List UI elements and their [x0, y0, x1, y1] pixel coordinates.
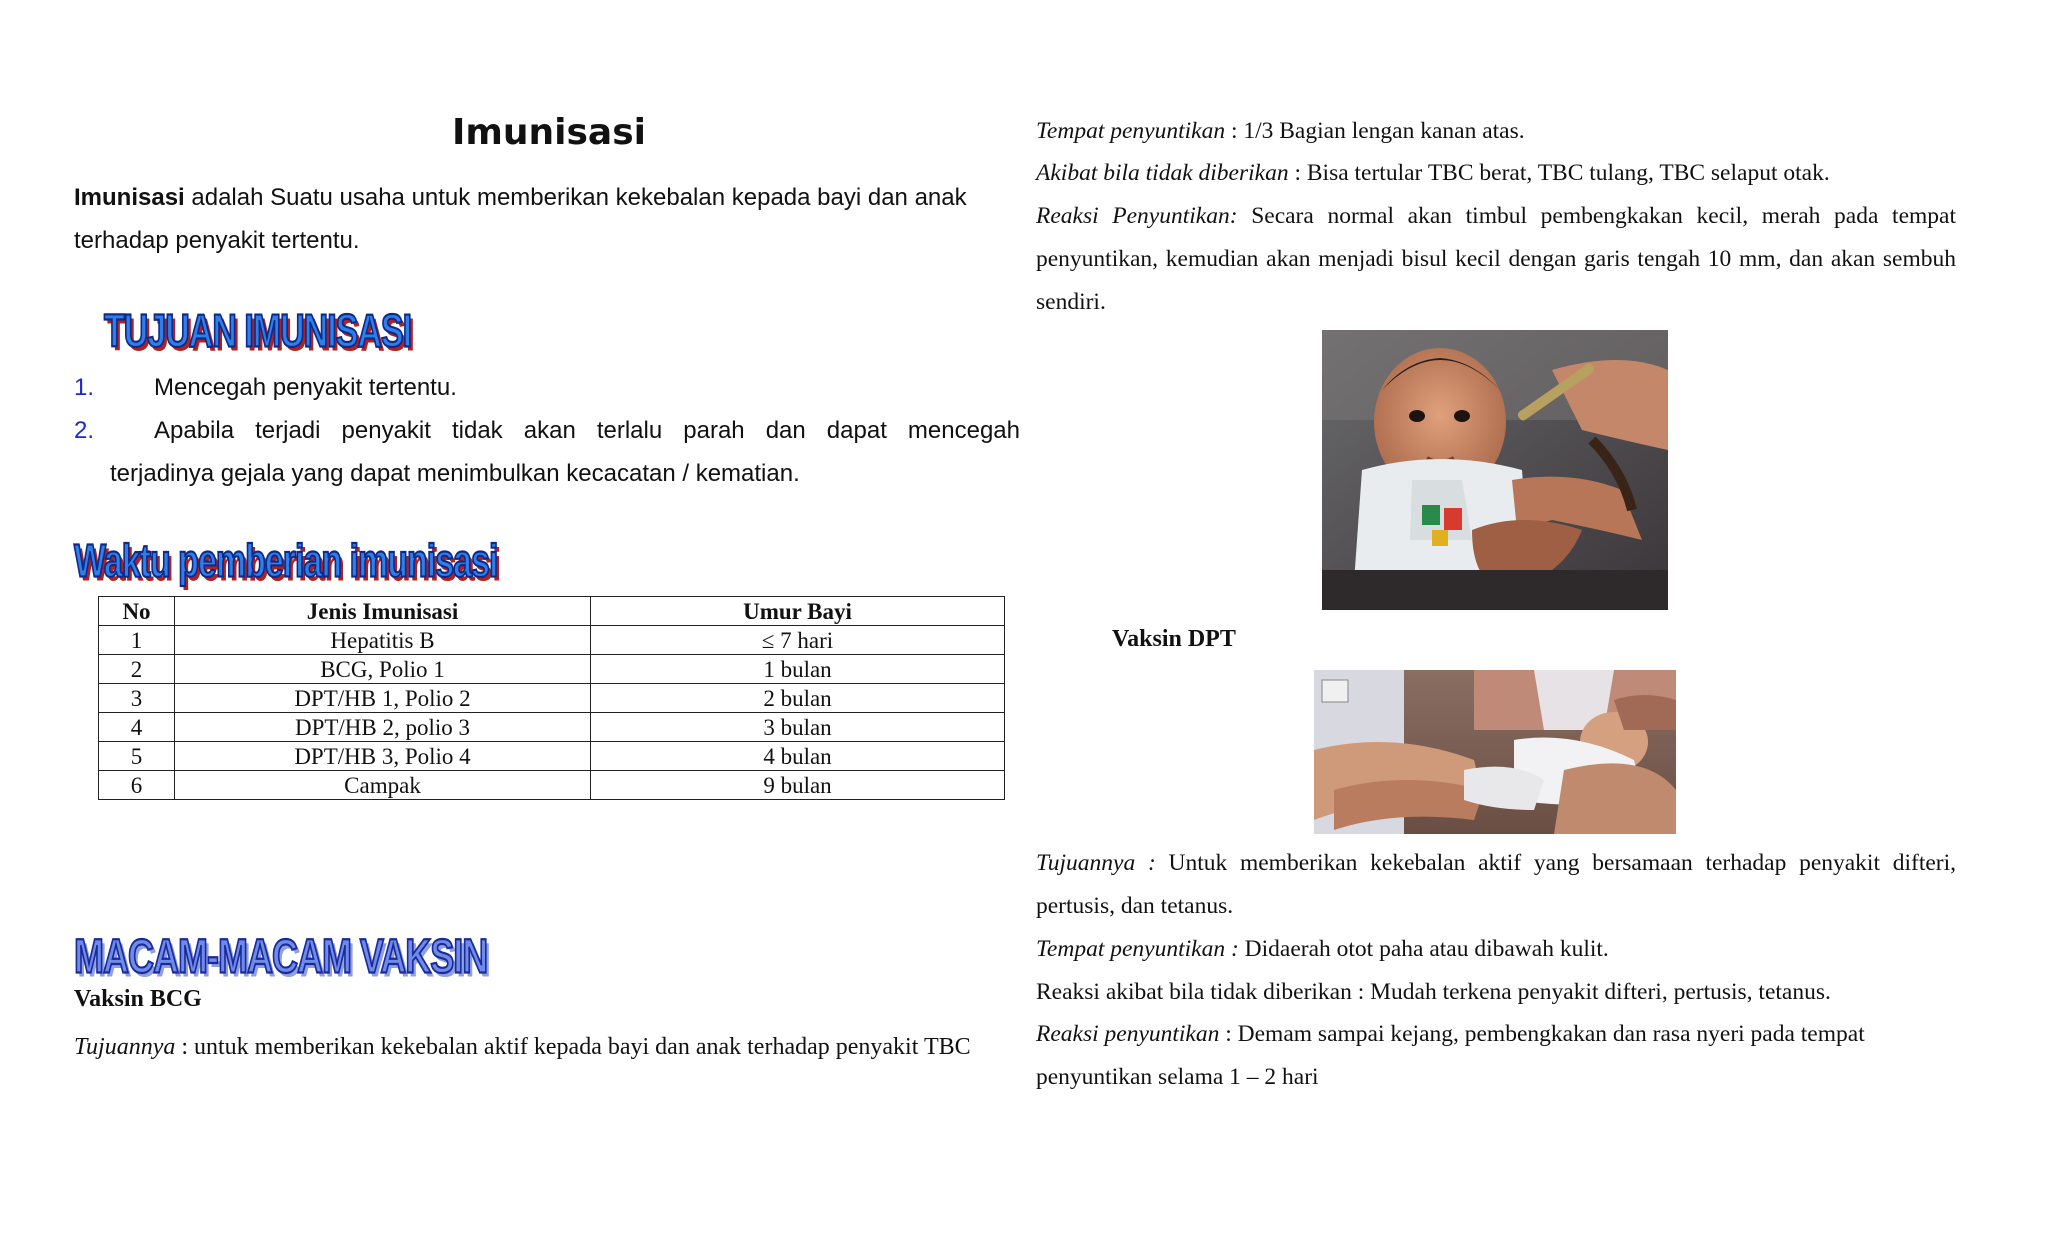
- page-title: Imunisasi: [452, 112, 646, 153]
- table-cell: 1: [99, 626, 175, 655]
- bcg-reaksi-label: Reaksi Penyuntikan:: [1036, 203, 1238, 229]
- table-cell: 1 bulan: [591, 655, 1005, 684]
- bcg-reaksi-paragraph: [1036, 195, 1956, 324]
- table-row: [99, 771, 1005, 800]
- table-row: [99, 626, 1005, 655]
- table-row: [99, 742, 1005, 771]
- bcg-tempat-text: : 1/3 Bagian lengan kanan atas.: [1225, 118, 1525, 144]
- table-cell: 5: [99, 742, 175, 771]
- table-cell: 3: [99, 684, 175, 713]
- baby-injection-photo: [1322, 330, 1668, 610]
- table-header-row: [99, 597, 1005, 626]
- dpt-caption: Vaksin DPT: [1112, 626, 1236, 652]
- dpt-reaksi-text: : Demam sampai kejang, pembengkakan dan rasa nyeri pada tempat penyuntikan selama 1 – 2 hari: [1036, 1021, 1865, 1090]
- table-cell: BCG, Polio 1: [175, 655, 591, 684]
- table-cell: 9 bulan: [591, 771, 1005, 800]
- schedule-table: [98, 596, 1005, 800]
- waktu-heading: Waktu pemberian imunisasi: [74, 536, 498, 588]
- dpt-tujuan-text: Untuk memberikan kekebalan aktif yang bersamaan terhadap penyakit difteri, pertusis, dan tetanus.: [1036, 850, 1957, 919]
- baby-arm-injection-image: [1322, 330, 1668, 610]
- macam-heading: MACAM-MACAM VAKSIN: [74, 928, 488, 984]
- dpt-tempat-paragraph: [1036, 928, 1956, 971]
- bcg-tempat-paragraph: [1036, 110, 1956, 153]
- table-cell: 4: [99, 713, 175, 742]
- baby-lying-injection-image: [1314, 670, 1676, 834]
- list-item: [74, 409, 1020, 495]
- table-cell: 4 bulan: [591, 742, 1005, 771]
- bcg-tempat-label: Tempat penyuntikan: [1036, 118, 1226, 144]
- table-cell: DPT/HB 2, polio 3: [175, 713, 591, 742]
- bcg-akibat-paragraph: [1036, 152, 1956, 195]
- intro-term: Imunisasi: [74, 184, 185, 211]
- table-cell: Hepatitis B: [175, 626, 591, 655]
- list-number: 1.: [74, 374, 95, 401]
- dpt-tempat-label: Tempat penyuntikan :: [1036, 936, 1239, 962]
- intro-paragraph: [74, 176, 1024, 262]
- table-cell: DPT/HB 3, Polio 4: [175, 742, 591, 771]
- table-cell: 2: [99, 655, 175, 684]
- bcg-heading: Vaksin BCG: [74, 986, 202, 1012]
- bcg-akibat-label: Akibat bila tidak diberikan: [1036, 160, 1289, 186]
- dpt-akibat-paragraph: Reaksi akibat bila tidak diberikan : Mudah terkena penyakit difteri, pertusis, tetanus.: [1036, 979, 1831, 1005]
- header-jenis: Jenis Imunisasi: [175, 597, 591, 626]
- list-text-continued: terjadinya gejala yang dapat menimbulkan kecacatan / kematian.: [110, 460, 800, 487]
- table-cell: DPT/HB 1, Polio 2: [175, 684, 591, 713]
- list-text: Apabila terjadi penyakit tidak akan terlalu parah dan dapat mencegah: [154, 417, 1020, 444]
- table-row: [99, 684, 1005, 713]
- tujuan-heading: TUJUAN IMUNISASI: [104, 306, 412, 358]
- header-no: No: [99, 597, 175, 626]
- baby-thigh-injection-photo: [1314, 670, 1676, 834]
- header-umur: Umur Bayi: [591, 597, 1005, 626]
- dpt-reaksi-paragraph: [1036, 1013, 1956, 1099]
- dpt-reaksi-label: Reaksi penyuntikan: [1036, 1021, 1220, 1047]
- table-cell: 3 bulan: [591, 713, 1005, 742]
- table-row: [99, 655, 1005, 684]
- list-text: Mencegah penyakit tertentu.: [154, 374, 457, 401]
- table-cell: 2 bulan: [591, 684, 1005, 713]
- bcg-akibat-text: : Bisa tertular TBC berat, TBC tulang, TBC selaput otak.: [1288, 160, 1830, 186]
- dpt-tujuan-paragraph: [1036, 842, 1956, 928]
- bcg-reaksi-text: Secara normal akan timbul pembengkakan kecil, merah pada tempat penyuntikan, kemudian akan menjadi bisul kecil dengan garis tengah 10 mm, dan akan sembuh sendiri.: [1036, 203, 1956, 315]
- table-cell: ≤ 7 hari: [591, 626, 1005, 655]
- dpt-tujuan-label: Tujuannya :: [1036, 850, 1156, 876]
- table-row: [99, 713, 1005, 742]
- list-number: 2.: [74, 417, 95, 444]
- bcg-tujuan-paragraph: [74, 1026, 992, 1069]
- intro-text: adalah Suatu usaha untuk memberikan kekebalan kepada bayi dan anak terhadap penyakit tertentu.: [74, 184, 967, 254]
- goals-list: [74, 366, 1020, 495]
- bcg-tujuan-text: : untuk memberikan kekebalan aktif kepada bayi dan anak terhadap penyakit TBC: [175, 1034, 971, 1060]
- list-item: [74, 366, 1020, 409]
- table-cell: Campak: [175, 771, 591, 800]
- table-cell: 6: [99, 771, 175, 800]
- bcg-tujuan-label: Tujuannya: [74, 1034, 176, 1060]
- dpt-tempat-text: Didaerah otot paha atau dibawah kulit.: [1238, 936, 1609, 962]
